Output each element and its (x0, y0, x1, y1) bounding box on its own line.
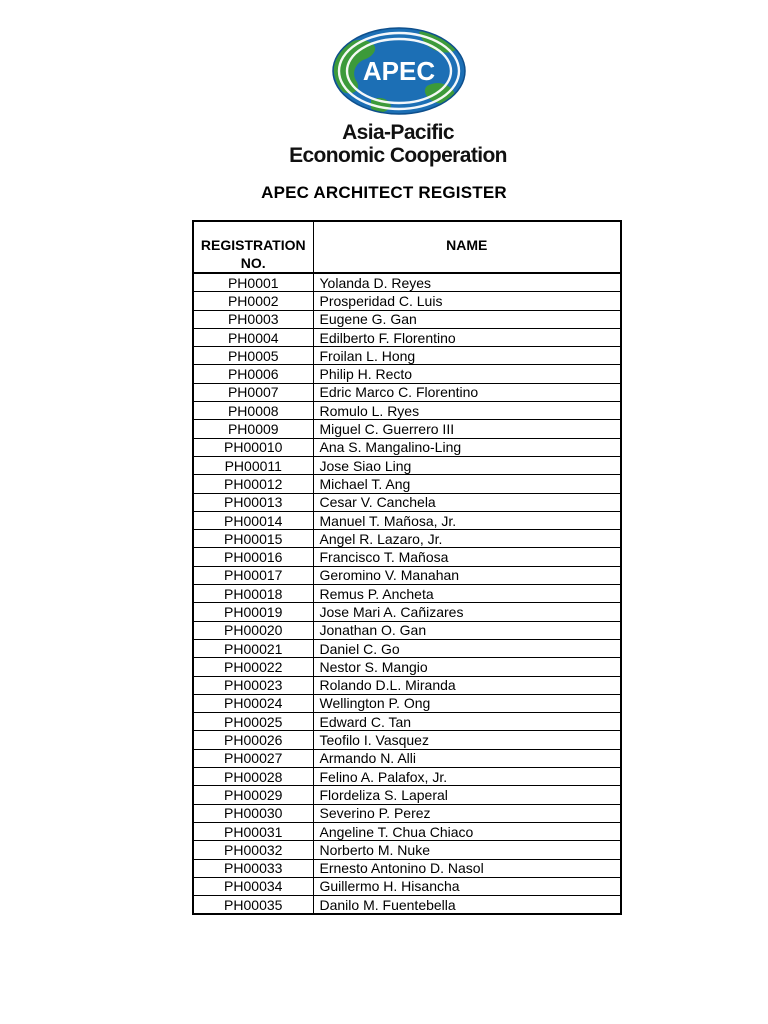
registration-no-cell: PH00029 (193, 786, 313, 804)
architect-name-cell: Romulo L. Ryes (313, 402, 621, 420)
table-row (193, 841, 621, 859)
table-row (193, 713, 621, 731)
registration-no-cell: PH00025 (193, 713, 313, 731)
table-row (193, 621, 621, 639)
registration-no-cell: PH00023 (193, 676, 313, 694)
registration-no-cell: PH00022 (193, 658, 313, 676)
apec-globe-logo (331, 26, 467, 116)
table-row (193, 585, 621, 603)
architect-name-cell: Cesar V. Canchela (313, 493, 621, 511)
architect-name-cell: Wellington P. Ong (313, 694, 621, 712)
registration-no-cell: PH00017 (193, 566, 313, 584)
architect-name-cell: Nestor S. Mangio (313, 658, 621, 676)
registration-no-cell: PH00018 (193, 585, 313, 603)
architect-name-cell: Edilberto F. Florentino (313, 328, 621, 346)
architect-name-cell: Eugene G. Gan (313, 310, 621, 328)
registration-no-cell: PH0006 (193, 365, 313, 383)
architect-name-cell: Ana S. Mangalino-Ling (313, 438, 621, 456)
table-row (193, 475, 621, 493)
table-row (193, 493, 621, 511)
org-name-line1: Asia-Pacific (342, 121, 454, 144)
table-row (193, 548, 621, 566)
architect-name-cell: Francisco T. Mañosa (313, 548, 621, 566)
architect-name-cell: Manuel T. Mañosa, Jr. (313, 511, 621, 529)
registration-no-cell: PH00034 (193, 877, 313, 895)
architect-name-cell: Norberto M. Nuke (313, 841, 621, 859)
registration-no-cell: PH00015 (193, 530, 313, 548)
architect-name-cell: Danilo M. Fuentebella (313, 896, 621, 915)
table-row (193, 365, 621, 383)
registration-no-cell: PH00033 (193, 859, 313, 877)
table-row (193, 676, 621, 694)
registration-no-cell: PH0005 (193, 347, 313, 365)
architect-name-cell: Severino P. Perez (313, 804, 621, 822)
table-row (193, 273, 621, 292)
registration-no-cell: PH00012 (193, 475, 313, 493)
table-row (193, 511, 621, 529)
table-row (193, 822, 621, 840)
registration-no-cell: PH0003 (193, 310, 313, 328)
architect-name-cell: Teofilo I. Vasquez (313, 731, 621, 749)
table-row (193, 438, 621, 456)
registration-no-cell: PH00030 (193, 804, 313, 822)
table-row (193, 694, 621, 712)
table-row (193, 530, 621, 548)
table-body (193, 273, 621, 914)
registration-no-cell: PH00013 (193, 493, 313, 511)
table-row (193, 603, 621, 621)
architect-name-cell: Jose Siao Ling (313, 456, 621, 474)
registration-no-cell: PH00028 (193, 768, 313, 786)
registration-no-cell: PH00021 (193, 639, 313, 657)
logo-text: APEC (362, 56, 436, 86)
table-row (193, 658, 621, 676)
table-row (193, 877, 621, 895)
architect-name-cell: Felino A. Palafox, Jr. (313, 768, 621, 786)
architect-name-cell: Philip H. Recto (313, 365, 621, 383)
registration-no-cell: PH00024 (193, 694, 313, 712)
table-row (193, 383, 621, 401)
architect-name-cell: Prosperidad C. Luis (313, 292, 621, 310)
table-row (193, 639, 621, 657)
table-header-row (193, 221, 621, 273)
registration-no-cell: PH0008 (193, 402, 313, 420)
architect-name-cell: Miguel C. Guerrero III (313, 420, 621, 438)
registration-no-cell: PH00026 (193, 731, 313, 749)
registration-no-cell: PH00011 (193, 456, 313, 474)
architect-name-cell: Remus P. Ancheta (313, 585, 621, 603)
architect-name-cell: Daniel C. Go (313, 639, 621, 657)
registration-no-cell: PH00032 (193, 841, 313, 859)
table-row (193, 859, 621, 877)
table-row (193, 292, 621, 310)
registration-no-cell: PH0001 (193, 273, 313, 292)
org-name-line2: Economic Cooperation (289, 144, 507, 167)
architect-name-cell: Geromino V. Manahan (313, 566, 621, 584)
table-row (193, 768, 621, 786)
registration-no-cell: PH00027 (193, 749, 313, 767)
registration-no-cell: PH0004 (193, 328, 313, 346)
table-row (193, 420, 621, 438)
registration-no-cell: PH00016 (193, 548, 313, 566)
architect-name-cell: Michael T. Ang (313, 475, 621, 493)
table-row (193, 328, 621, 346)
table-row (193, 402, 621, 420)
architect-name-cell: Jose Mari A. Cañizares (313, 603, 621, 621)
architect-name-cell: Guillermo H. Hisancha (313, 877, 621, 895)
registration-no-cell: PH00019 (193, 603, 313, 621)
registration-no-cell: PH00010 (193, 438, 313, 456)
architect-name-cell: Armando N. Alli (313, 749, 621, 767)
architect-name-cell: Yolanda D. Reyes (313, 273, 621, 292)
architect-name-cell: Angel R. Lazaro, Jr. (313, 530, 621, 548)
architect-name-cell: Edward C. Tan (313, 713, 621, 731)
table-row (193, 896, 621, 915)
column-header-name: NAME (313, 221, 621, 273)
table-row (193, 749, 621, 767)
architect-name-cell: Froilan L. Hong (313, 347, 621, 365)
table-row (193, 804, 621, 822)
architect-name-cell: Angeline T. Chua Chiaco (313, 822, 621, 840)
architect-name-cell: Jonathan O. Gan (313, 621, 621, 639)
architect-name-cell: Rolando D.L. Miranda (313, 676, 621, 694)
column-header-registration-no: REGISTRATION NO. (193, 221, 313, 273)
registration-no-cell: PH00035 (193, 896, 313, 915)
registration-no-cell: PH0007 (193, 383, 313, 401)
registration-no-cell: PH00020 (193, 621, 313, 639)
table-row (193, 456, 621, 474)
table-row (193, 310, 621, 328)
registration-no-cell: PH0002 (193, 292, 313, 310)
table-row (193, 731, 621, 749)
table-row (193, 566, 621, 584)
registration-no-cell: PH00014 (193, 511, 313, 529)
architect-name-cell: Edric Marco C. Florentino (313, 383, 621, 401)
architect-register-table (192, 220, 622, 915)
architect-name-cell: Flordeliza S. Laperal (313, 786, 621, 804)
registration-no-cell: PH0009 (193, 420, 313, 438)
registration-no-cell: PH00031 (193, 822, 313, 840)
table-row (193, 786, 621, 804)
page-title: APEC ARCHITECT REGISTER (261, 183, 507, 202)
table-row (193, 347, 621, 365)
architect-name-cell: Ernesto Antonino D. Nasol (313, 859, 621, 877)
